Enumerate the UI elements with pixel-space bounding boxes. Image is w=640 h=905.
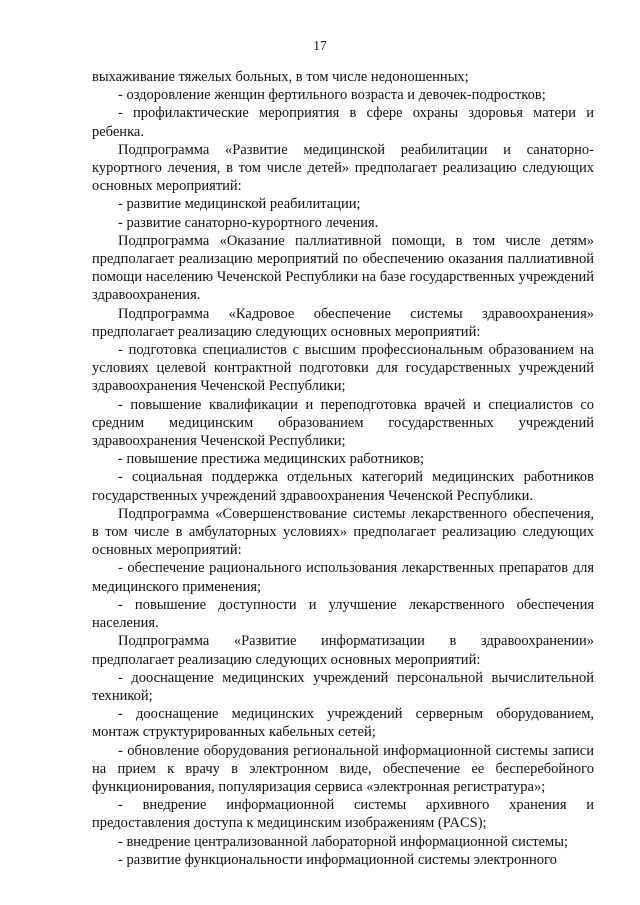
list-item: - внедрение централизованной лабораторной информационной системы;: [118, 833, 568, 850]
list-item: - развитие медицинской реабилитации;: [118, 196, 361, 213]
paragraph: Подпрограмма «Совершенствование системы лекарственного обеспечения, в том числе в амбулаторных условиях» предполагает реализацию следующих основных мероприятий:: [92, 505, 594, 559]
paragraph: Подпрограмма «Кадровое обеспечение системы здравоохранения» предполагает реализацию следующих основных мероприятий:: [92, 305, 594, 340]
page-number: 17: [313, 38, 327, 53]
list-item: - обеспечение рационального использования лекарственных препаратов для медицинского применения;: [92, 560, 594, 595]
paragraph: выхаживание тяжелых больных, в том числе недоношенных;: [92, 69, 469, 85]
list-item: - внедрение информационной системы архивного хранения и предоставления доступа к медицинским изображениям (PACS);: [92, 797, 594, 832]
paragraph: Подпрограмма «Развитие информатизации в здравоохранении» предполагает реализацию следующих основных мероприятий:: [92, 633, 594, 668]
list-item: - повышение доступности и улучшение лекарственного обеспечения населения.: [92, 596, 594, 632]
list-item: - обновление оборудования региональной информационной системы записи на прием к врачу в электронном виде, обеспечение ее бесперебойного функционирования, популяризация сервиса «электронная регистратура»;: [92, 742, 594, 795]
list-item: - социальная поддержка отдельных категорий медицинских работников государственных учреждений здравоохранения Чеченской Республики.: [92, 469, 594, 504]
paragraph: Подпрограмма «Оказание паллиативной помощи, в том числе детям» предполагает реализацию мероприятий по обеспечению оказания паллиативной помощи населению Чеченской Республики на базе государственных учреждений здравоохранения.: [92, 232, 594, 304]
list-item: - повышение престижа медицинских работников;: [118, 451, 425, 468]
list-item: - развитие функциональности информационной системы электронного: [118, 851, 557, 868]
list-item: - развитие санаторно-курортного лечения.: [118, 214, 379, 231]
list-item: - дооснащение медицинских учреждений персональной вычислительной техникой;: [92, 669, 594, 704]
list-item: - дооснащение медицинских учреждений серверным оборудованием, монтаж структурированных кабельных сетей;: [92, 706, 594, 741]
list-item: - повышение квалификации и переподготовка врачей и специалистов со средним медицинским образованием государственных учреждений здравоохранения Чеченской Республики;: [92, 396, 594, 450]
list-item: - оздоровление женщин фертильного возраста и девочек-подростков;: [118, 87, 546, 104]
list-item: - профилактические мероприятия в сфере охраны здоровья матери и ребенка.: [92, 105, 594, 140]
document-body: [92, 68, 594, 869]
list-item: - подготовка специалистов с высшим профессиональным образованием на условиях целевой контрактной подготовки для государственных учреждений здравоохранения Чеченской Республики;: [92, 342, 594, 395]
paragraph: Подпрограмма «Развитие медицинской реабилитации и санаторно-курортного лечения, в том числе детей» предполагает реализацию следующих основных мероприятий:: [92, 141, 594, 195]
